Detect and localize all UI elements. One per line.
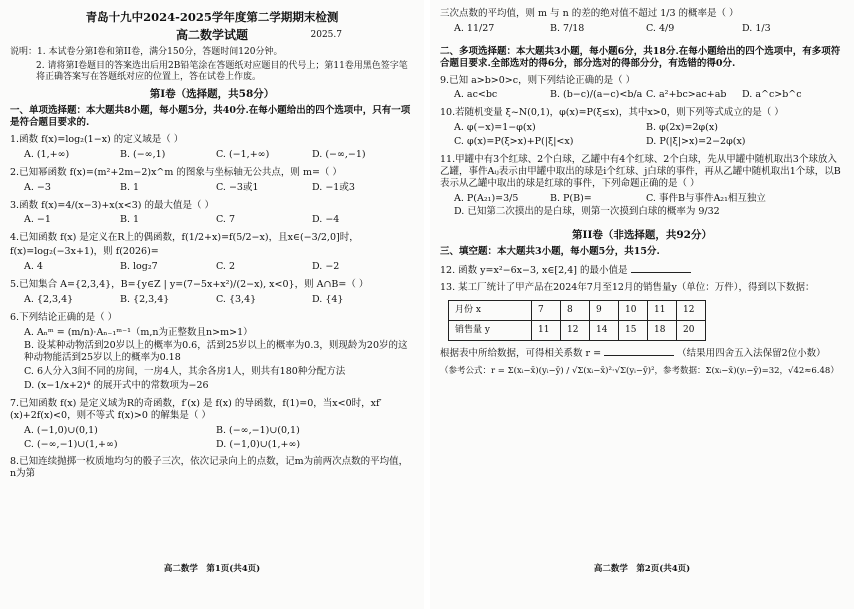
option: A. P(A₂₁)=3/5: [454, 192, 519, 204]
table-cell: 10: [619, 301, 648, 321]
table-cell: 20: [677, 321, 706, 341]
subtitle-text: 高二数学试题: [175, 28, 248, 43]
part-3-heading: 三、填空题：本大题共3小题，每小题5分，共15分.: [440, 246, 660, 258]
option: D. a^c>b^c: [742, 89, 802, 101]
question-8-cont: 三次点数的平均值，则 m 与 n 的差的绝对值不超过 1/3 的概率是（ ）: [440, 8, 739, 19]
question-9-options: [440, 88, 844, 102]
question-6: 6.下列结论正确的是（ ）: [10, 311, 118, 323]
option: A. 4: [24, 261, 43, 272]
question-7-options-row2: [10, 438, 414, 452]
question-11-options: [440, 192, 844, 206]
question-10-options-row2: [440, 135, 844, 149]
option: C. 2: [216, 261, 236, 272]
answer-blank: [604, 346, 674, 356]
question-5-options: [10, 293, 414, 307]
option: C. (−1,+∞): [216, 148, 270, 160]
option: D. 1/3: [742, 22, 771, 34]
table-cell: 8: [561, 301, 590, 321]
table-cell: 12: [561, 321, 590, 341]
question-13-prompt: [440, 346, 844, 360]
option: B. φ(2x)=2φ(x): [646, 122, 718, 134]
table-cell: 11: [648, 301, 677, 321]
table-cell: 12: [677, 301, 706, 321]
sales-table: [448, 300, 706, 341]
option: C. φ(x)=P(ξ>x)+P(|ξ|<x): [454, 136, 574, 147]
option: B. 1: [120, 214, 140, 226]
question-4-options: [10, 260, 414, 274]
page-footer: 高二数学 第1页(共4页): [163, 564, 261, 575]
option: D. {4}: [312, 293, 344, 305]
question-13-note: （结果用四舍五入法保留2位小数）: [677, 348, 826, 359]
exam-title: 青岛十九中2024-2025学年度第二学期期末检测: [85, 10, 339, 24]
table-header-cell: 销售量 y: [449, 321, 532, 341]
option: C. 4/9: [646, 22, 675, 34]
option: D. (−1,0)∪(1,+∞): [216, 438, 301, 450]
question-2-options: [10, 181, 414, 195]
option: B. 设某种动物活到20岁以上的概率为0.6，活到25岁以上的概率为0.3，则现龄为20岁的这种动物能活到25岁以上的概率为0.18: [24, 340, 408, 364]
table-cell: 7: [532, 301, 561, 321]
question-5: 5.已知集合 A={2,3,4}，B={y∈Z | y=(7−5x+x²)/(2−x), x<0}，则 A∩B=（ ）: [10, 278, 369, 290]
exam-subtitle: [10, 28, 414, 43]
option: C. a²+bc>ac+ab: [646, 89, 727, 101]
section-1-heading: 第I卷（选择题，共58分）: [149, 88, 275, 101]
option: C. 事件B与事件A₂₁相互独立: [646, 192, 766, 204]
question-10: 10.若随机变量 ξ~N(0,1)，φ(x)=P(ξ≤x)，其中x>0，则下列等式成立的是（ ）: [440, 107, 784, 119]
question-8-options: [440, 22, 844, 36]
option: D. −2: [312, 261, 340, 272]
question-2: 2.已知幂函数 f(x)=(m²+2m−2)x^m 的图象与坐标轴无公共点，则 m=（ ）: [10, 166, 342, 178]
question-1-options: [10, 148, 414, 162]
option: C. {3,4}: [216, 293, 257, 305]
option: B. {2,3,4}: [120, 293, 170, 305]
page-left: [0, 0, 424, 609]
question-9: 9.已知 a>b>0>c，则下列结论正确的是（ ）: [440, 74, 636, 86]
instructions: [10, 47, 414, 83]
option: A. ac<bc: [454, 89, 498, 101]
question-1: 1.函数 f(x)=log₂(1−x) 的定义域是（ ）: [10, 134, 184, 145]
table-cell: 18: [648, 321, 677, 341]
option: A. −1: [24, 214, 51, 226]
option: C. 6人分入3间不同的房间，一房4人，其余各房1人，则共有180种分配方法: [24, 366, 346, 378]
page-right: [430, 0, 854, 609]
option: A. −3: [24, 181, 51, 193]
option: B. P(B)=: [550, 192, 592, 204]
option: A. φ(−x)=1−φ(x): [454, 122, 536, 134]
option: B. (−∞,−1)∪(0,1): [216, 424, 300, 436]
question-4-cont: f(x)=log₂(−3x+1)，则 f(2026)=: [10, 246, 159, 258]
option: C. 7: [216, 214, 236, 226]
option: B. (b−c)/(a−c)<b/a: [550, 89, 643, 101]
option: D. 已知第二次摸出的是白球，则第一次摸到白球的概率为 9/32: [454, 206, 720, 218]
option: D. −1或3: [312, 181, 355, 193]
table-cell: 15: [619, 321, 648, 341]
question-4: 4.已知函数 f(x) 是定义在R上的偶函数，f(1/2+x)=f(5/2−x)，且x∈(−3/2,0]时，: [10, 232, 359, 244]
option: A. {2,3,4}: [24, 293, 74, 305]
table-header-cell: 月份 x: [449, 301, 532, 321]
table-cell: 9: [590, 301, 619, 321]
option: A. (1,+∞): [24, 148, 70, 160]
option: B. 1: [120, 181, 140, 193]
table-cell: 14: [590, 321, 619, 341]
table-cell: 11: [532, 321, 561, 341]
option: A. 11/27: [454, 22, 495, 34]
note-2: 2. 请将第I卷题目的答案选出后用2B铅笔涂在答题纸对应题目的代号上；第11卷用黑色签字笔将正确答案写在答题纸对应的位置上，答在试卷上作废。: [36, 60, 408, 82]
question-8: 8.已知连续抛掷一枚质地均匀的骰子三次，依次记录向上的点数，记m为前两次点数的平均值，n为第: [10, 456, 409, 480]
part-2-heading: 二、多项选择题：本大题共3小题，每小题6分，共18分.在每小题给出的四个选项中，有多项符合题目要求.全部选对的得6分，部分选对的得部分分，有选错的得0分.: [440, 45, 841, 69]
option: C. (−∞,−1)∪(1,+∞): [24, 438, 118, 450]
answer-blank: [631, 263, 691, 273]
question-3-options: [10, 213, 414, 227]
question-10-options-row1: [440, 121, 844, 135]
option: B. 7/18: [550, 22, 585, 34]
option: A. (−1,0)∪(0,1): [24, 424, 98, 436]
table-row: [449, 321, 706, 341]
question-7: 7.已知函数 f(x) 是定义域为R的奇函数，f′(x) 是 f(x) 的导函数，f(1)=0，当x<0时，xf′(x)+2f(x)<0，则不等式 f(x)>0 的解集是（ ）: [10, 397, 382, 421]
reference-formula: （参考公式：r = Σ(xᵢ−x̄)(yᵢ−ȳ) / √Σ(xᵢ−x̄)²·√Σ(yᵢ−ȳ)²，参考数据：Σ(xᵢ−x̄)(yᵢ−ȳ)=32，√42≈6.48）: [440, 365, 839, 376]
option: B. (−∞,1): [120, 148, 166, 160]
part-1-heading: 一、单项选择题：本大题共8小题，每小题5分，共40分.在每小题给出的四个选项中，只有一项是符合题目要求的.: [10, 105, 411, 129]
option: D. P(|ξ|>x)=2−2φ(x): [646, 136, 746, 147]
option: D. −4: [312, 214, 340, 226]
section-2-heading: 第II卷（非选择题，共92分）: [572, 229, 712, 242]
question-11: 11.甲罐中有3个红球、2个白球，乙罐中有4个红球、2个白球，先从甲罐中随机取出3个球放入乙罐，事件Aᵢⱼ表示由甲罐中取出的球是i个红球、j白球的事件，再从乙罐中随机取出1个球，以B表示从乙罐中取出的球是红球的事件，下列命题正确的是（ ）: [440, 153, 841, 189]
question-13: 13. 某工厂统计了甲产品在2024年7月至12月的销售量y（单位：万件），得到以下数据：: [440, 282, 815, 294]
question-3: 3.函数 f(x)=4/(x−3)+x(x<3) 的最大值是（ ）: [10, 199, 214, 211]
question-12-text: 12. 函数 y=x²−6x−3, x∈[2,4] 的最小值是: [440, 265, 628, 277]
exam-date: 2025.7: [310, 30, 342, 41]
option: B. log₂7: [120, 261, 158, 272]
question-7-options-row1: [10, 424, 414, 438]
option: D. (−∞,−1): [312, 148, 366, 160]
question-12: [440, 263, 844, 277]
question-13-text: 根据表中所给数据，可得相关系数 r =: [440, 348, 602, 359]
option: D. (x−1/x+2)⁴ 的展开式中的常数项为−26: [24, 380, 209, 391]
page-footer: 高二数学 第2页(共4页): [593, 564, 691, 575]
table-row: [449, 301, 706, 321]
option: C. −3或1: [216, 181, 259, 193]
note-1: 说明：1. 本试卷分第I卷和第II卷，满分150分，答题时间120分钟。: [10, 47, 283, 58]
option: A. Aₙᵐ = (m/n)·Aₙ₋₁ᵐ⁻¹（m,n为正整数且n>m>1）: [24, 326, 253, 338]
